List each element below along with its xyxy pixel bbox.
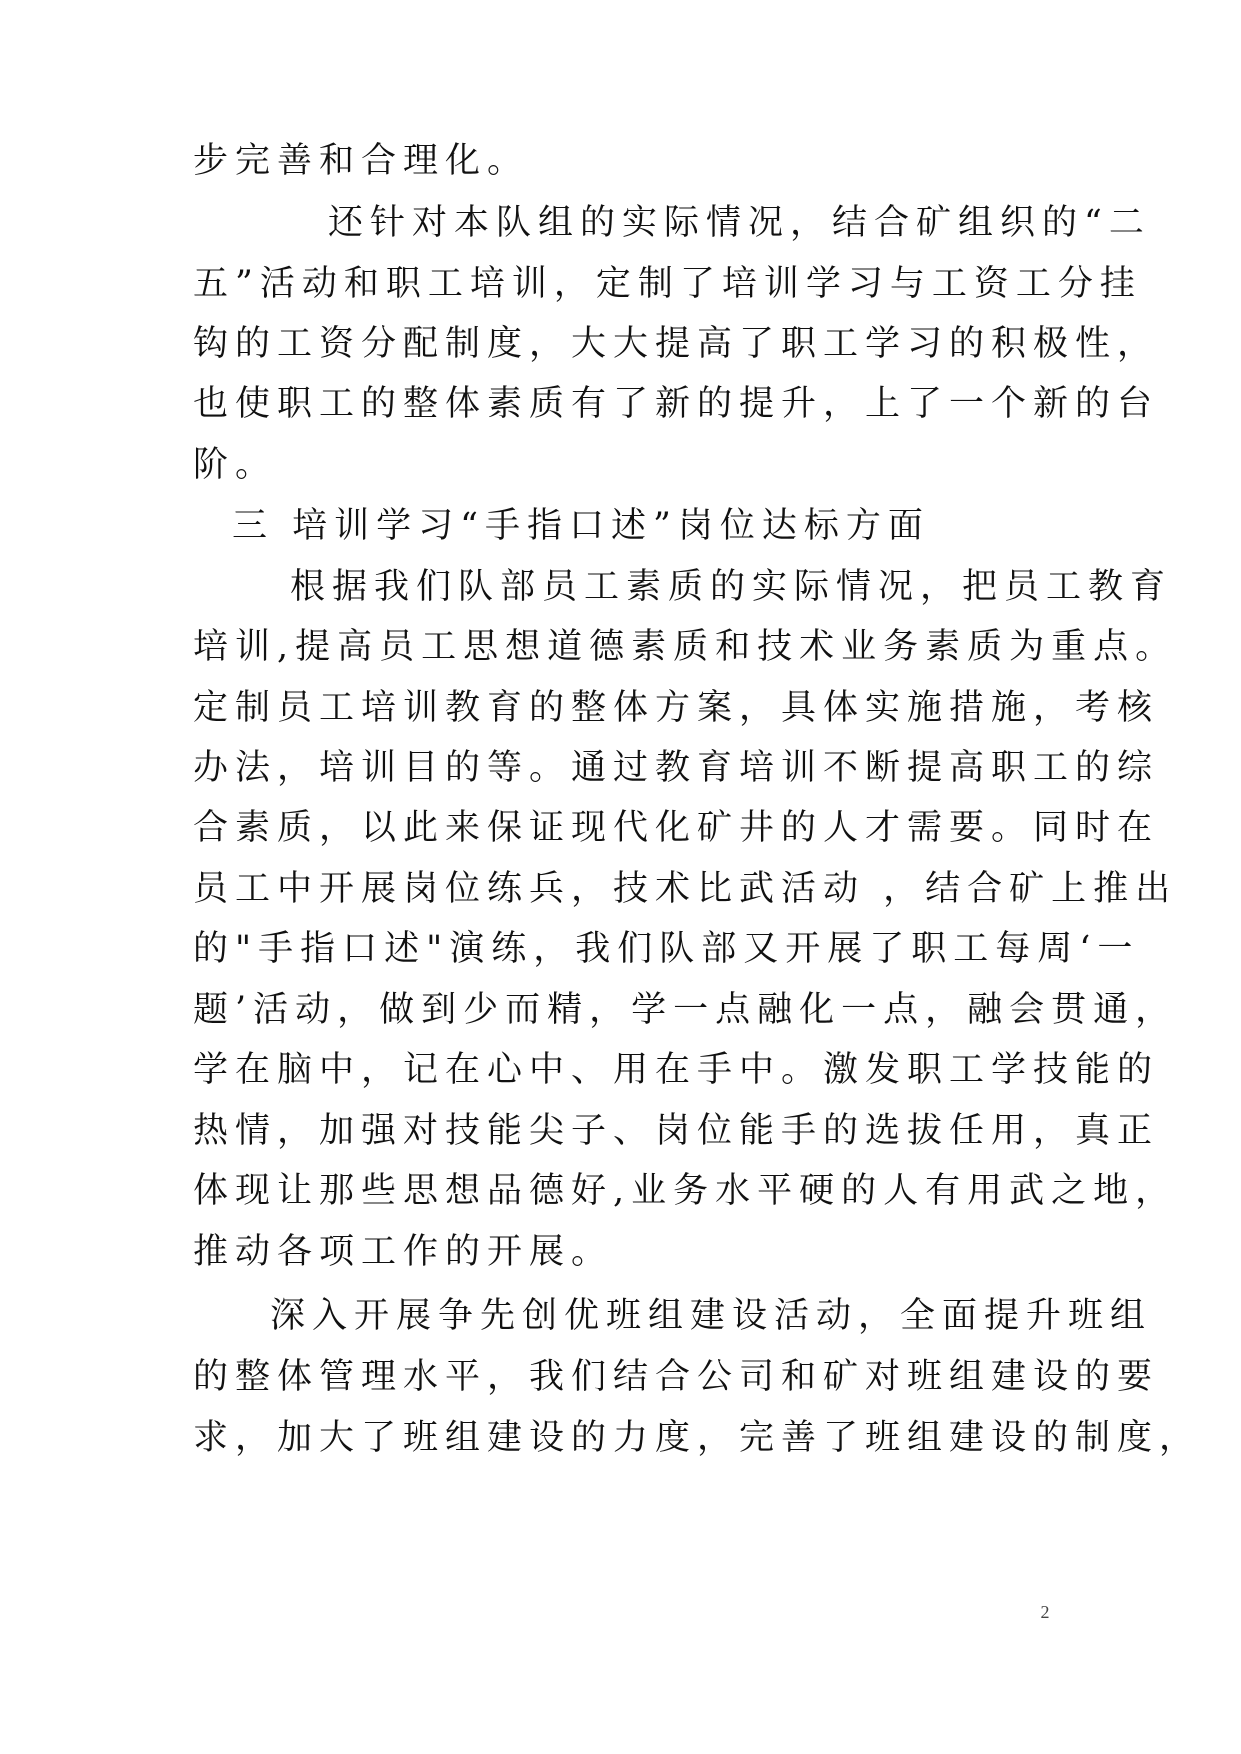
text-line-10: 定制员工培训教育的整体方案，具体实施措施，考核 — [193, 688, 1160, 728]
text-line-1: 步完善和合理化。 — [193, 141, 530, 181]
text-line-21: 的整体管理水平，我们结合公司和矿对班组建设的要 — [193, 1357, 1160, 1397]
text-line-14: 的"手指口述"演练，我们队部又开展了职工每周‘一 — [193, 929, 1140, 969]
text-line-9: 培训,提高员工思想道德素质和技术业务素质为重点。 — [193, 627, 1178, 667]
text-line-8: 根据我们队部员工素质的实际情况，把员工教育 — [290, 567, 1173, 607]
page-number: 2 — [1040, 1602, 1050, 1622]
text-line-11: 办法，培训目的等。通过教育培训不断提高职工的综 — [193, 748, 1160, 788]
text-line-18: 体现让那些思想品德好,业务水平硬的人有用武之地， — [193, 1171, 1178, 1211]
text-line-20: 深入开展争先创优班组建设活动，全面提升班组 — [270, 1296, 1153, 1336]
text-line-6: 阶。 — [193, 445, 278, 485]
text-line-3: 五”活动和职工培训，定制了培训学习与工资工分挂 — [193, 264, 1142, 304]
text-line-22: 求，加大了班组建设的力度，完善了班组建设的制度， — [193, 1418, 1202, 1458]
text-line-5: 也使职工的整体素质有了新的提升，上了一个新的台 — [193, 384, 1160, 424]
text-line-12: 合素质，以此来保证现代化矿井的人才需要。同时在 — [193, 808, 1160, 848]
text-line-17: 热情，加强对技能尖子、岗位能手的选拔任用，真正 — [193, 1111, 1160, 1151]
text-line-19: 推动各项工作的开展。 — [193, 1232, 614, 1272]
section-heading: 三 培训学习“手指口述”岗位达标方面 — [232, 506, 930, 546]
text-line-13: 员工中开展岗位练兵，技术比武活动 ，结合矿上推出 — [193, 869, 1178, 909]
text-line-16: 学在脑中，记在心中、用在手中。激发职工学技能的 — [193, 1050, 1160, 1090]
text-line-2: 还针对本队组的实际情况，结合矿组织的“二 — [328, 203, 1151, 243]
text-line-4: 钩的工资分配制度，大大提高了职工学习的积极性， — [193, 324, 1160, 364]
text-line-15: 题’活动，做到少而精，学一点融化一点，融会贯通， — [193, 990, 1178, 1030]
